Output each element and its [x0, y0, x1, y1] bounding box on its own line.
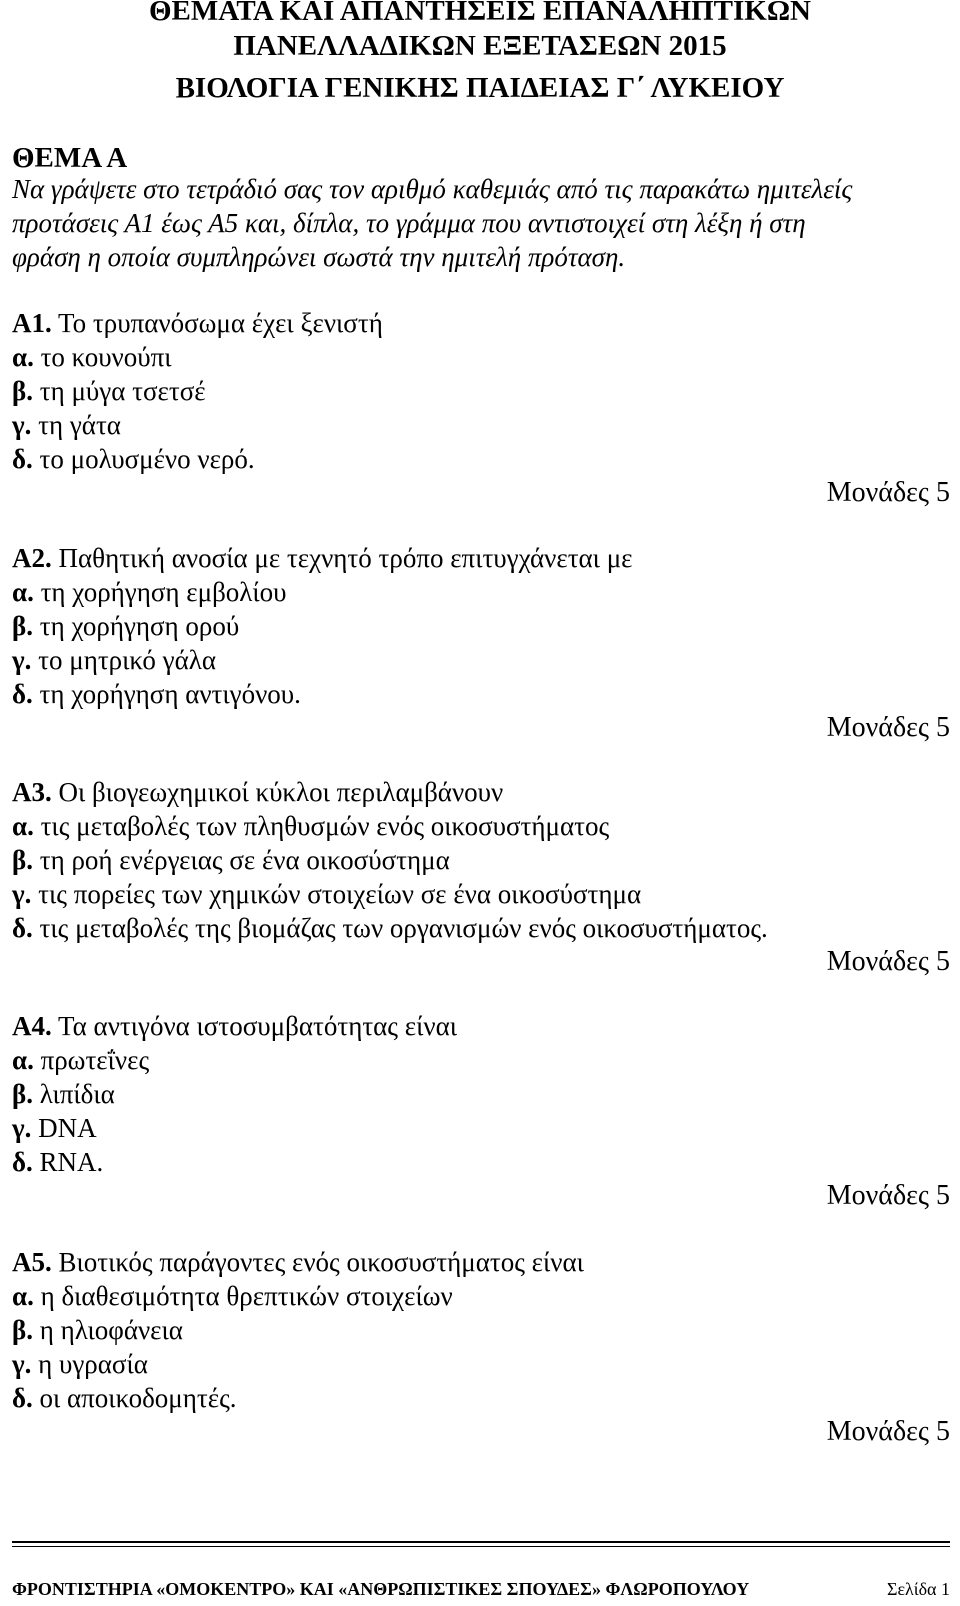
option-text: το μολυσμένο νερό.: [32, 444, 255, 474]
option-text: η υγρασία: [31, 1349, 148, 1379]
question-stem: [12, 541, 950, 575]
option-letter: α.: [12, 577, 34, 607]
option-d: [12, 677, 950, 711]
option-text: πρωτεΐνες: [33, 1045, 150, 1075]
question-a4: [12, 1009, 950, 1213]
option-letter: α.: [12, 1045, 34, 1075]
question-number: Α3.: [12, 777, 52, 807]
option-letter: α.: [12, 811, 34, 841]
option-text: τη χορήγηση αντιγόνου.: [32, 679, 301, 709]
option-c: [12, 877, 950, 911]
option-text: τη γάτα: [31, 410, 121, 440]
option-a: [12, 575, 950, 609]
marks-label: Μονάδες 5: [826, 477, 950, 508]
option-letter: γ.: [12, 1113, 32, 1143]
header-subject-line: ΒΙΟΛΟΓΙΑ ΓΕΝΙΚΗΣ ΠΑΙΔΕΙΑΣ Γ΄ ΛΥΚΕΙΟΥ: [175, 72, 785, 104]
option-text: τις πορείες των χημικών στοιχείων σε ένα οικοσύστημα: [31, 879, 642, 909]
option-d: [12, 442, 950, 476]
option-a: [12, 340, 950, 374]
footer-divider: [12, 1541, 950, 1543]
option-b: [12, 1077, 950, 1111]
option-letter: β.: [12, 611, 33, 641]
option-letter: γ.: [12, 645, 32, 675]
option-text: η διαθεσιμότητα θρεπτικών στοιχείων: [33, 1281, 453, 1311]
option-text: οι αποικοδομητές.: [32, 1383, 237, 1413]
option-a: [12, 1043, 950, 1077]
option-letter: δ.: [12, 913, 33, 943]
option-c: [12, 1111, 950, 1145]
option-b: [12, 1313, 950, 1347]
question-number: Α1.: [12, 308, 52, 338]
header-title-line-1: ΘΕΜΑΤΑ ΚΑΙ ΑΠΑΝΤΗΣΕΙΣ ΕΠΑΝΑΛΗΠΤΙΚΩΝ: [148, 0, 811, 27]
option-text: λιπίδια: [32, 1079, 115, 1109]
option-letter: δ.: [12, 1147, 33, 1177]
question-a3: [12, 775, 950, 979]
option-c: [12, 643, 950, 677]
option-b: [12, 609, 950, 643]
option-c: [12, 1347, 950, 1381]
theme-heading: ΘΕΜΑ Α: [12, 142, 128, 174]
question-text: Οι βιογεωχημικοί κύκλοι περιλαμβάνουν: [51, 777, 504, 807]
option-letter: β.: [12, 1079, 33, 1109]
marks-label: Μονάδες 5: [826, 1416, 950, 1447]
option-letter: δ.: [12, 444, 33, 474]
option-letter: γ.: [12, 879, 32, 909]
theme-instructions: [12, 172, 952, 274]
option-letter: β.: [12, 376, 33, 406]
option-letter: α.: [12, 1281, 34, 1311]
option-a: [12, 1279, 950, 1313]
option-letter: δ.: [12, 679, 33, 709]
question-a1: [12, 306, 950, 510]
option-text: τις μεταβολές της βιομάζας των οργανισμών ενός οικοσυστήματος.: [32, 913, 768, 943]
question-number: Α4.: [12, 1011, 52, 1041]
option-letter: α.: [12, 342, 34, 372]
question-text: Το τρυπανόσωμα έχει ξενιστή: [51, 308, 383, 338]
option-d: [12, 1145, 950, 1179]
option-d: [12, 911, 950, 945]
question-text: Βιοτικός παράγοντες ενός οικοσυστήματος είναι: [51, 1247, 584, 1277]
question-stem: [12, 306, 950, 340]
question-a2: [12, 541, 950, 745]
option-a: [12, 809, 950, 843]
header-title-line-2: ΠΑΝΕΛΛΑΔΙΚΩΝ ΕΞΕΤΑΣΕΩΝ 2015: [233, 30, 727, 62]
question-number: Α2.: [12, 543, 52, 573]
option-text: DNA: [31, 1113, 97, 1143]
question-stem: [12, 1245, 950, 1279]
instructions-line: προτάσεις Α1 έως Α5 και, δίπλα, το γράμμα που αντιστοιχεί στη λέξη ή στη: [12, 208, 806, 238]
option-letter: β.: [12, 1315, 33, 1345]
question-text: Παθητική ανοσία με τεχνητό τρόπο επιτυγχάνεται με: [51, 543, 633, 573]
option-text: το κουνούπι: [33, 342, 172, 372]
option-text: η ηλιοφάνεια: [32, 1315, 183, 1345]
marks-label: Μονάδες 5: [826, 712, 950, 743]
option-text: τις μεταβολές των πληθυσμών ενός οικοσυστήματος: [33, 811, 610, 841]
instructions-line: Να γράψετε στο τετράδιό σας τον αριθμό καθεμιάς από τις παρακάτω ημιτελείς: [12, 174, 853, 204]
footer-page-number: Σελίδα 1: [886, 1579, 950, 1599]
option-b: [12, 843, 950, 877]
option-letter: γ.: [12, 410, 32, 440]
option-b: [12, 374, 950, 408]
option-text: τη μύγα τσετσέ: [32, 376, 206, 406]
question-text: Τα αντιγόνα ιστοσυμβατότητας είναι: [51, 1011, 457, 1041]
option-text: τη ροή ενέργειας σε ένα οικοσύστημα: [32, 845, 450, 875]
footer-divider-thin: [12, 1546, 950, 1547]
option-text: τη χορήγηση ορού: [32, 611, 240, 641]
question-number: Α5.: [12, 1247, 52, 1277]
marks-label: Μονάδες 5: [826, 946, 950, 977]
marks-label: Μονάδες 5: [826, 1180, 950, 1211]
option-letter: β.: [12, 845, 33, 875]
instructions-line: φράση η οποία συμπληρώνει σωστά την ημιτελή πρόταση.: [12, 242, 626, 272]
question-stem: [12, 1009, 950, 1043]
option-letter: γ.: [12, 1349, 32, 1379]
page-footer: [12, 1578, 950, 1600]
option-c: [12, 408, 950, 442]
footer-publisher: ΦΡΟΝΤΙΣΤΗΡΙΑ «ΟΜΟΚΕΝΤΡΟ» ΚΑΙ «ΑΝΘΡΩΠΙΣΤΙΚΕΣ ΣΠΟΥΔΕΣ» ΦΛΩΡΟΠΟΥΛΟΥ: [12, 1579, 750, 1599]
option-letter: δ.: [12, 1383, 33, 1413]
option-text: το μητρικό γάλα: [31, 645, 217, 675]
option-text: τη χορήγηση εμβολίου: [33, 577, 287, 607]
option-text: RNA.: [32, 1147, 104, 1177]
question-a5: [12, 1245, 950, 1449]
question-stem: [12, 775, 950, 809]
option-d: [12, 1381, 950, 1415]
